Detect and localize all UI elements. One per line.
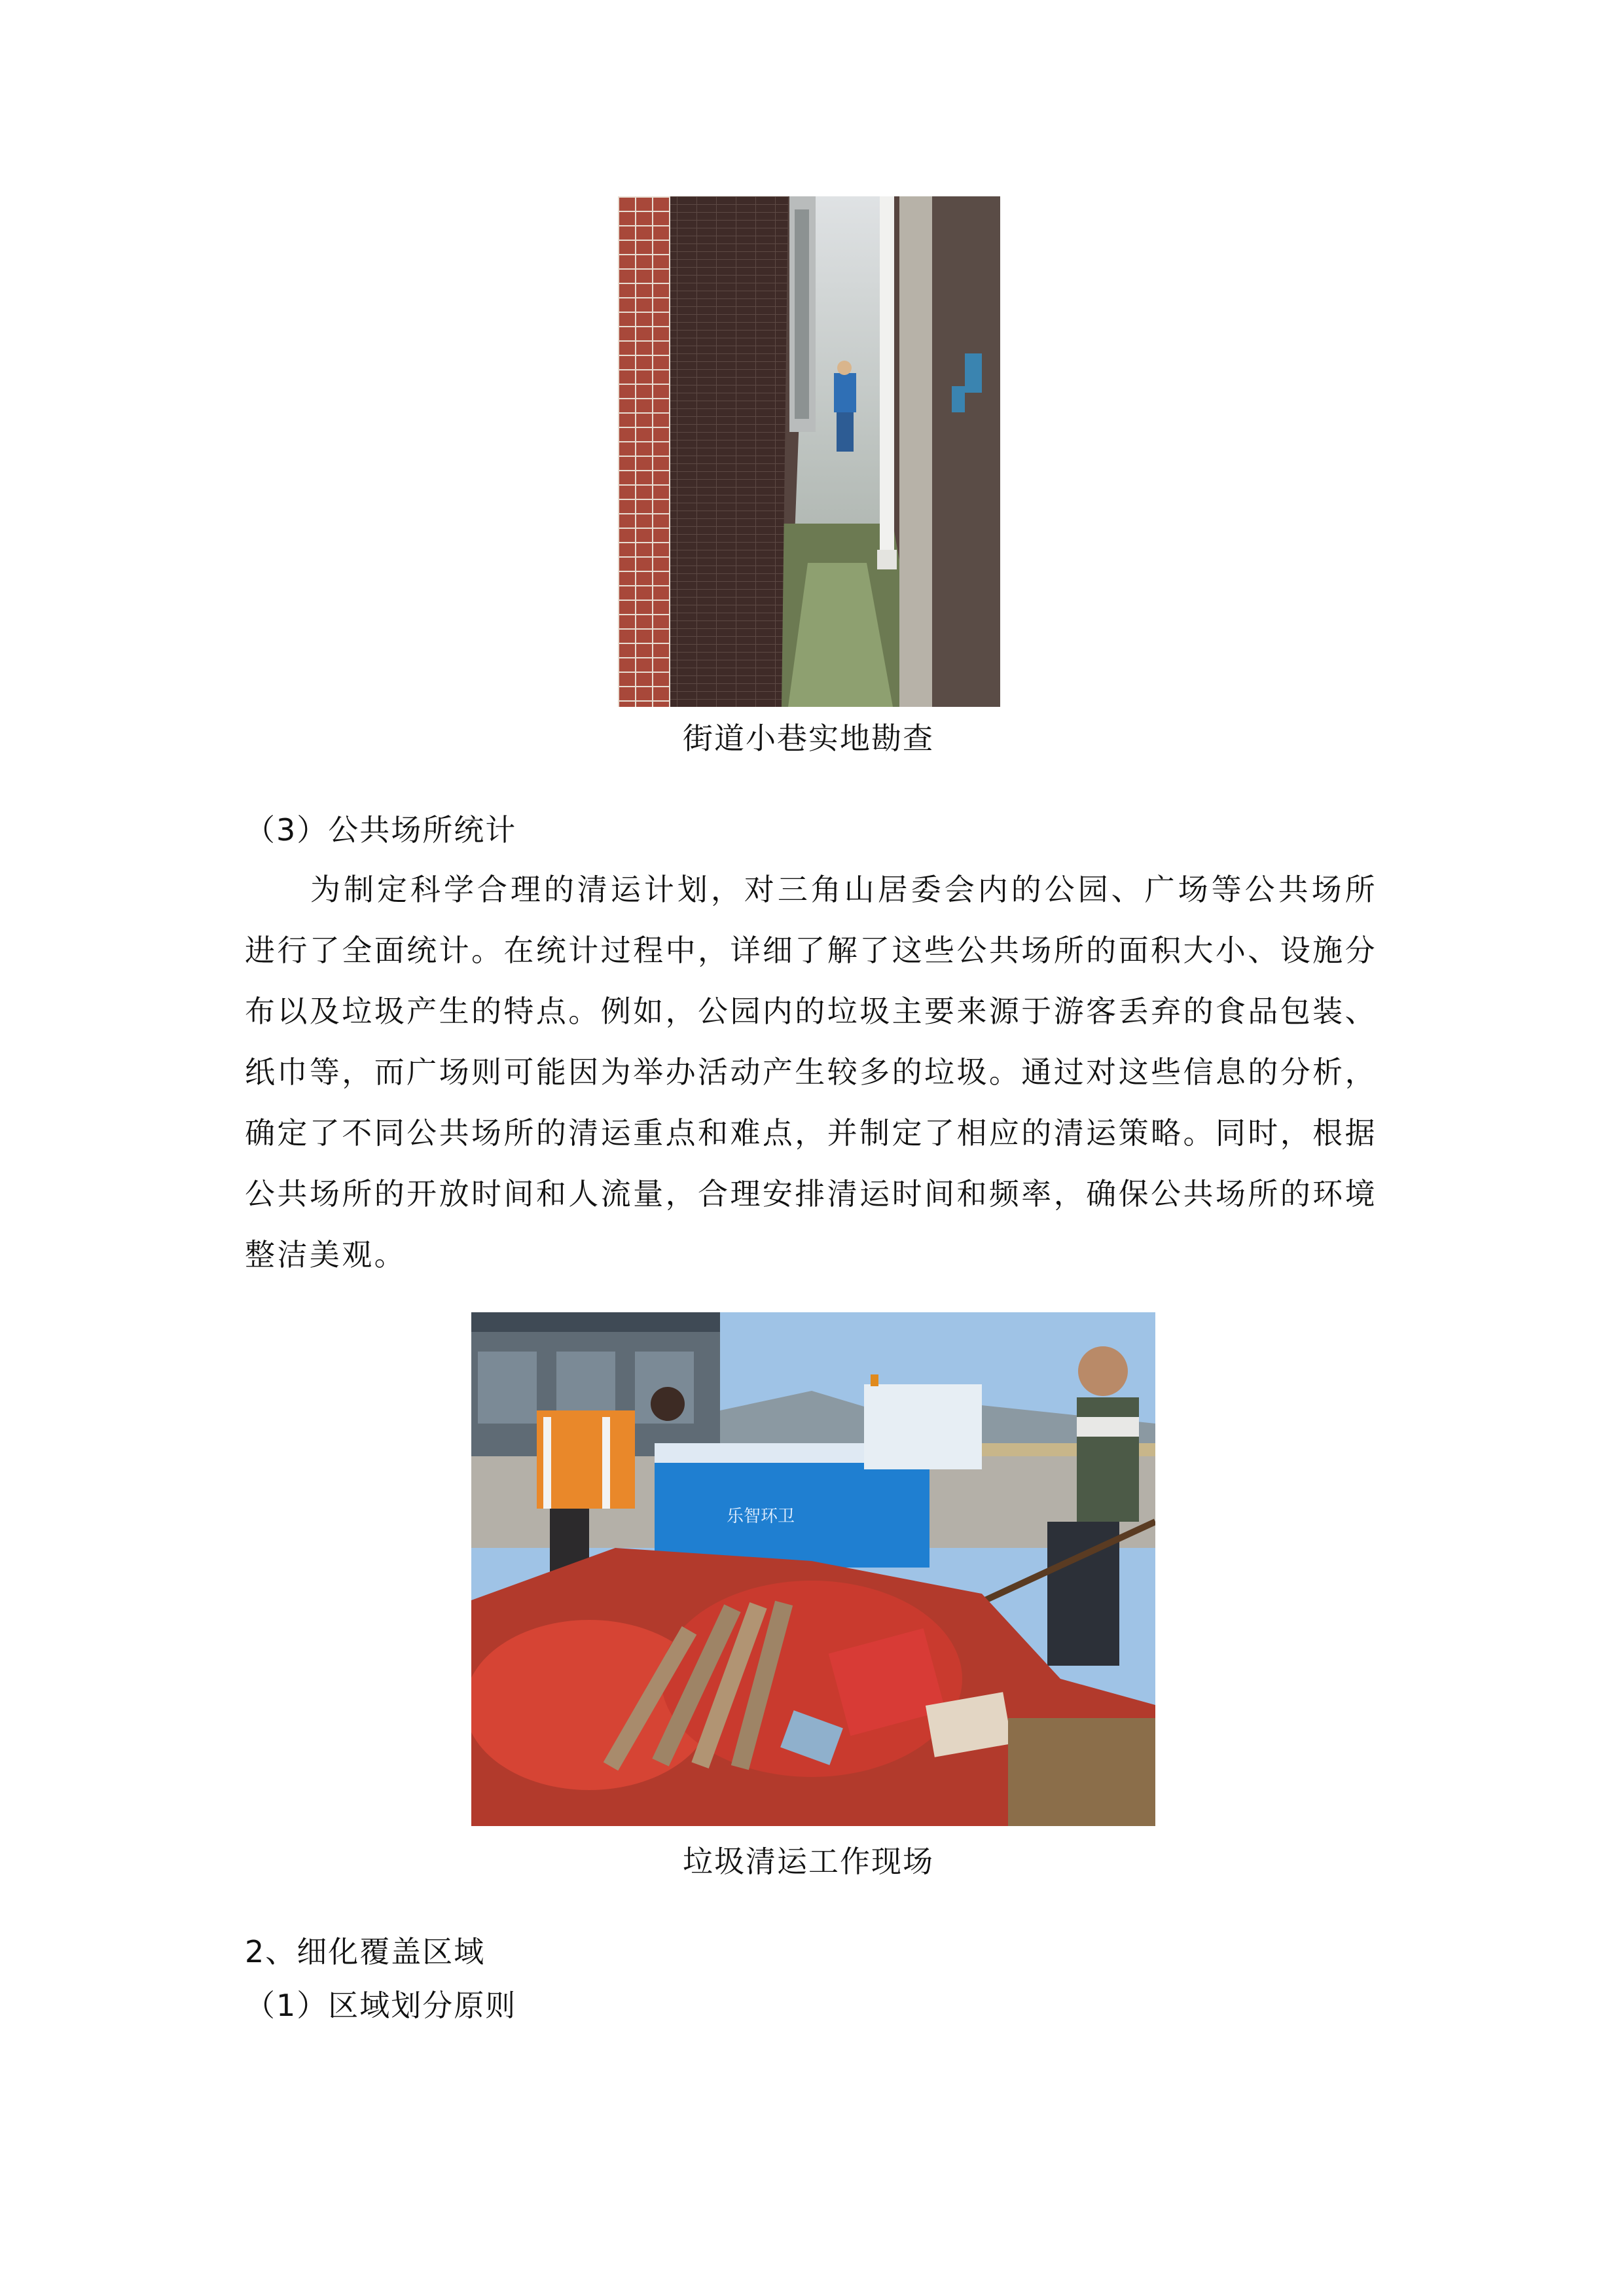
figure2-caption: 垃圾清运工作现场 (683, 1844, 934, 1879)
section-heading-refine-coverage: 2、细化覆盖区域 (245, 1934, 486, 1969)
section-heading-public-places: （3）公共场所统计 (245, 812, 517, 848)
body-paragraph: 为制定科学合理的清运计划，对三角山居委会内的公园、广场等公共场所进行了全面统计。在统计过程中，详细了解了这些公共场所的面积大小、设施分布以及垃圾产生的特点。例如，公园内的垃圾主要来源于游客丢弃的食品包装、纸巾等，而广场则可能因为举办活动产生较多的垃圾。通过对这些信息的分析，确定了不同公共场所的清运重点和难点，并制定了相应的清运策略。同时，根据公共场所的开放时间和人流量，合理安排清运时间和频率，确保公共场所的环境整洁美观。 (245, 872, 1377, 1272)
alley-photo (618, 196, 1000, 707)
section-heading-division-principles: （1）区域划分原则 (245, 1988, 517, 2023)
garbage-removal-photo (471, 1312, 1155, 1826)
vehicle-text: 乐智环卫 (727, 1507, 795, 1526)
figure1-caption: 街道小巷实地勘查 (683, 721, 934, 756)
